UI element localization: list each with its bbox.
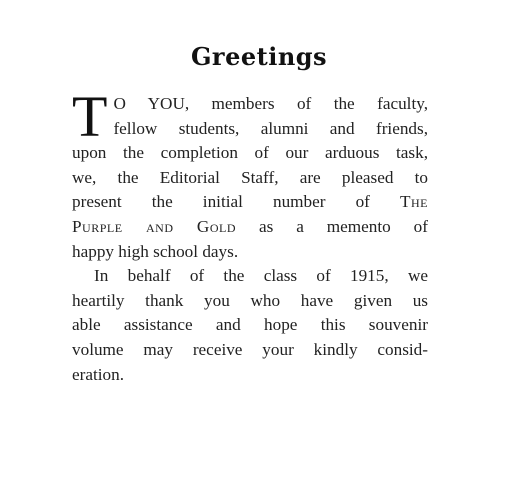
text-line: able assistance and hope this souvenir: [72, 315, 428, 335]
text-line: happy high school days.: [72, 241, 239, 261]
text-line: eration.: [72, 364, 125, 384]
text-fragment: present the initial number of: [72, 192, 370, 212]
text-line: volume may receive your kindly consid-: [72, 339, 428, 359]
text-line: In behalf of the class of 1915, we: [94, 266, 428, 286]
text-line: upon the completion of our arduous task,: [72, 143, 428, 163]
text-line: [72, 190, 428, 215]
text-line: [72, 215, 428, 240]
text-line: heartily thank you who have given us: [72, 290, 428, 310]
small-caps-name: Purple and Gold: [72, 216, 237, 236]
text-line: we, the Editorial Staff, are pleased to: [72, 167, 428, 187]
text-line: O YOU, members of the faculty,: [113, 94, 428, 113]
paragraph-2: [72, 264, 428, 387]
text-line: fellow students, alumni and friends,: [113, 118, 428, 138]
drop-cap: T: [72, 84, 108, 149]
small-caps-the: The: [400, 192, 428, 212]
paragraph-1: [72, 84, 428, 264]
greeting-text: [72, 84, 428, 387]
page-title: Greetings: [190, 42, 328, 71]
text-fragment: as a memento of: [258, 216, 428, 236]
